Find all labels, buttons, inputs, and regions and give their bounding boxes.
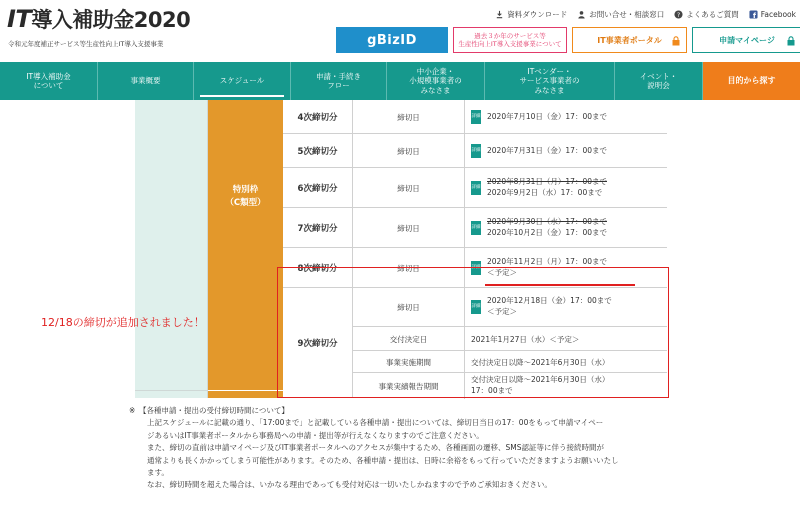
nav-label: IT導入補助金 [26,71,71,81]
schedule-row-4 [283,100,667,134]
logo-title: 導入補助金2020 [31,8,191,32]
category-label [208,184,283,210]
deadline-text: 2020年12月18日（金）17：00まで [487,296,612,306]
old-deadline-text: 2020年8月31日（月）17：00まで [487,177,607,187]
item-label: 交付決定日 [353,327,465,351]
utility-links [495,9,796,20]
category-column [208,100,283,398]
item-label: 締切日 [353,100,465,134]
deadline-text: 2020年7月31日（金）17：00まで [487,145,607,155]
nav-item-search-by-purpose[interactable] [703,62,800,100]
item-value [465,373,667,399]
item-value [465,208,667,248]
schedule-row-7 [283,208,667,248]
nav-label: 説明会 [647,81,670,90]
deadline-note: ＜予定＞ [487,268,517,277]
round-label: 5次締切分 [283,134,353,167]
nav-item-overview[interactable] [98,62,194,100]
notes-line: ます。 [147,467,169,477]
announcement-text: 12/18の締切が追加されました！ [41,316,205,329]
mypage-label: 申請マイページ [719,35,775,45]
nav-label: みなさま [420,85,451,95]
item-label: 締切日 [353,168,465,208]
nav-label: イベント・ [639,71,678,81]
main-nav [0,62,800,100]
nav-label: フロー [327,81,350,90]
notes-line: また、締切の直前は申請マイページ及びIT事業者ポータルへのアクセスが集中するため、各種画面の遷移、SMS認証等に伴う接続時間が [147,443,604,453]
past-programs-line1: 過去３か年のサービス等 [474,31,546,40]
category-column-divider [135,390,208,398]
question-icon [674,10,683,19]
deadline-text: 2020年7月10日（金）17：00まで [487,111,607,121]
round-label: 9次締切分 [283,288,353,398]
item-value: 2021年1月27日（水）＜予定＞ [471,334,580,344]
util-link-contact[interactable] [577,9,664,20]
item-value [465,248,667,288]
detail-button[interactable]: 詳 細 [471,221,481,235]
nav-item-schedule[interactable] [194,62,291,100]
deadline-text: 2020年10月2日（金）17：00まで [487,228,607,237]
past-programs-line2: 生産性向上IT導入支援事業について [458,40,562,48]
nav-label: スケジュール [219,76,265,86]
deadline-text: 2020年9月2日（水）17：00まで [487,188,603,197]
detail-button[interactable]: 詳 細 [471,144,481,158]
item-label: 締切日 [353,288,465,326]
item-value [465,134,667,168]
nav-label: 小規模事業者の [409,76,462,86]
category-label-line1: 特別枠 [232,185,259,195]
nav-label: について [33,81,64,90]
util-link-faq[interactable] [674,9,739,20]
lock-icon [787,36,795,46]
sub-row-report [353,372,667,398]
gbizid-button[interactable]: gBizID [336,27,448,53]
util-link-label: Facebook [760,10,796,19]
schedule-row-8 [283,248,667,288]
detail-button[interactable]: 詳 細 [471,261,481,275]
nav-label: 中小企業・ [416,66,455,76]
lock-icon [672,36,680,46]
nav-item-vendor[interactable] [485,62,615,100]
notes-line: 上記スケジュールに記載の通り、「17:00まで」と記載している各種申請・提出については、締切日当日の17：00をもって申請マイペー [147,418,604,428]
util-link-download[interactable] [495,9,567,20]
category-column-divider [208,390,283,391]
logo-subtitle: 令和元年度補正サービス等生産性向上IT導入支援事業 [8,40,164,48]
detail-button[interactable]: 詳 細 [471,300,481,314]
nav-item-flow[interactable] [291,62,387,100]
schedule-row-5 [283,134,667,168]
deadline-text: 2020年11月2日（月）17：00まで [487,257,607,267]
it-vendor-portal-button[interactable] [572,27,687,53]
svg-text:f: f [752,11,756,19]
item-label: 締切日 [353,208,465,248]
nav-label: 事業概要 [130,76,161,86]
sub-row-period [353,350,667,372]
nav-label: 目的から探す [727,76,776,85]
detail-button[interactable]: 詳 細 [471,110,481,124]
nav-label: みなさま [534,85,565,95]
item-value: 交付決定日以降〜2021年6月30日（水） [471,357,610,367]
nav-label: 申請・手続き [316,71,361,81]
item-label: 締切日 [353,248,465,288]
portal-label: IT事業者ポータル [597,35,662,45]
item-value [465,100,667,134]
report-period-text: 交付決定日以降〜2021年6月30日（水） [471,375,610,385]
notes-mark: ※ [129,406,136,415]
notes-line: なお、締切時間を超えた場合は、いかなる理由であっても受付対応は一切いたしかねますので予めご承知おきください。 [147,480,552,490]
util-link-label: よくあるご質問 [686,10,739,19]
schedule-table [135,100,667,398]
nav-label: ITベンダー・ [527,66,572,76]
item-label: 事業実施期間 [353,351,465,373]
nav-label: サービス事業者の [519,76,580,86]
category-column-empty [135,100,208,398]
round-label: 8次締切分 [283,248,353,287]
old-deadline-text: 2020年9月30日（水）17：00まで [487,217,607,227]
detail-button[interactable]: 詳 細 [471,181,481,195]
round-label: 7次締切分 [283,208,353,247]
application-mypage-button[interactable] [692,27,800,53]
notes-heading-text: 【各種申請・提出の受付締切時間について】 [142,406,289,415]
report-period-time: 17：00まで [471,386,513,395]
nav-item-events[interactable] [615,62,703,100]
item-value [465,288,667,326]
sub-row-decision [353,326,667,350]
site-logo[interactable] [7,4,190,34]
download-icon [495,10,504,19]
facebook-icon [749,10,758,19]
nav-item-about[interactable] [0,62,98,100]
schedule-row-6 [283,168,667,208]
util-link-label: お問い合せ・相談窓口 [589,10,665,19]
svg-text:?: ? [677,11,681,19]
past-programs-button[interactable] [453,27,567,53]
notes-line: ジあるいはIT事業者ポータルから事務局への申請・提出等が行えなくなりますのでご注意ください。 [147,430,484,440]
highlight-underline [485,284,635,286]
util-link-facebook[interactable] [749,9,796,20]
notes-section [129,405,699,492]
category-label-line2: （C類型） [225,197,266,208]
item-label: 締切日 [353,134,465,168]
round-label: 6次締切分 [283,168,353,207]
item-value [465,168,667,208]
logo-prefix: IT [7,5,32,33]
nav-item-smb[interactable] [387,62,485,100]
item-label: 事業実績報告期間 [353,373,465,399]
deadline-note: ＜予定＞ [487,307,517,316]
schedule-row-9 [283,288,667,398]
notes-heading [129,405,699,417]
round-label: 4次締切分 [283,100,353,133]
util-link-label: 資料ダウンロード [507,10,568,19]
notes-line: 通常よりも長くかかってしまう可能性があります。そのため、各種申請・提出は、日時に余裕をもって行っていただきますようお願いいたし [147,455,619,465]
person-icon [577,10,586,19]
